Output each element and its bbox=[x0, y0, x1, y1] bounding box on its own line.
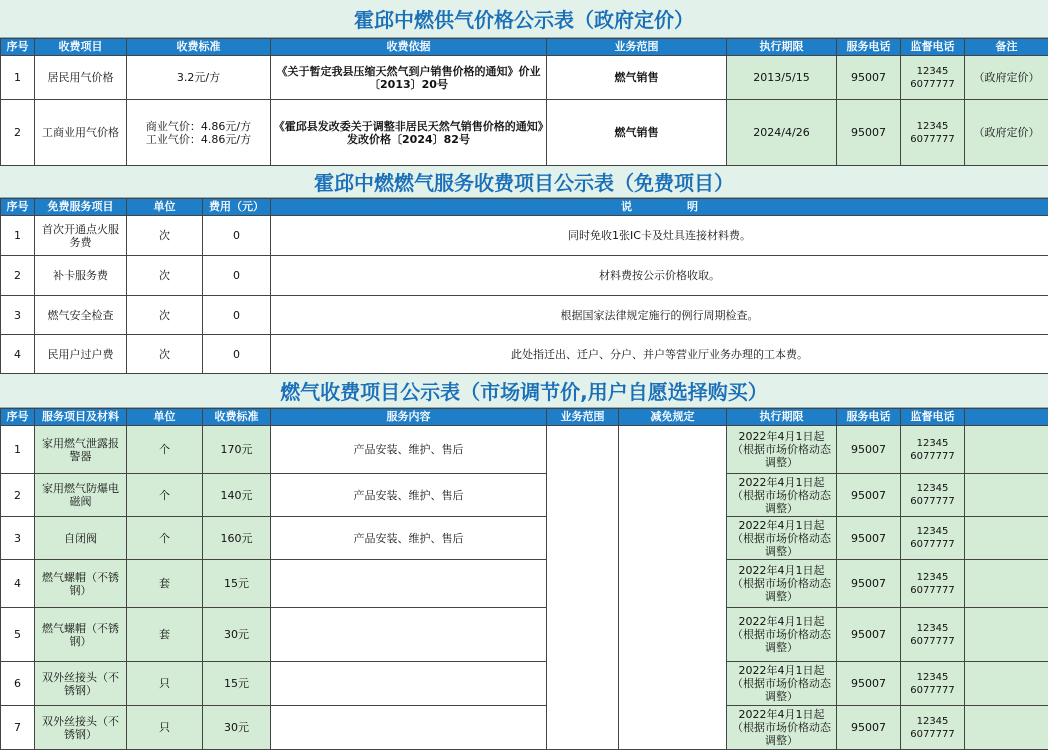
cell-scope[interactable]: 燃气销售 bbox=[547, 100, 727, 166]
cell-no[interactable]: 4 bbox=[1, 335, 35, 374]
cell-no[interactable]: 4 bbox=[1, 560, 35, 608]
column-header[interactable]: 费用（元） bbox=[203, 199, 271, 216]
cell-relief-merged[interactable] bbox=[619, 426, 727, 750]
column-header[interactable]: 执行期限 bbox=[727, 39, 837, 56]
cell-note[interactable]: （政府定价） bbox=[965, 100, 1048, 166]
cell-period[interactable]: 2022年4月1日起（根据市场价格动态调整） bbox=[727, 517, 837, 560]
table2-title: 霍邱中燃燃气服务收费项目公示表（免费项目） bbox=[0, 166, 1048, 198]
tel-line: 12345 bbox=[916, 483, 949, 494]
cell-content[interactable] bbox=[271, 608, 547, 662]
cell-period[interactable]: 2022年4月1日起（根据市场价格动态调整） bbox=[727, 560, 837, 608]
tel-line: 12345 bbox=[916, 120, 949, 132]
table-row bbox=[1, 426, 1048, 474]
cell-empty[interactable] bbox=[965, 517, 1048, 560]
cell-empty[interactable] bbox=[965, 474, 1048, 517]
cell-item[interactable]: 家用燃气防爆电磁阀 bbox=[35, 474, 127, 517]
cell-standard[interactable] bbox=[127, 56, 271, 100]
tel-line: 12345 bbox=[916, 622, 949, 634]
cell-supervise-tel[interactable] bbox=[901, 56, 965, 100]
cell-basis[interactable]: 《霍邱县发改委关于调整非居民天然气销售价格的通知》发改价格〔2024〕82号 bbox=[271, 100, 547, 166]
cell-service-tel[interactable]: 95007 bbox=[837, 100, 901, 166]
cell-content[interactable] bbox=[271, 560, 547, 608]
tel-line: 12345 bbox=[916, 437, 949, 449]
cell-no[interactable]: 7 bbox=[1, 706, 35, 750]
cell-desc[interactable]: 同时免收1张IC卡及灶具连接材料费。 bbox=[271, 216, 1048, 256]
cell-no[interactable]: 3 bbox=[1, 517, 35, 560]
cell-empty[interactable] bbox=[965, 662, 1048, 706]
cell-price[interactable]: 15元 bbox=[203, 662, 271, 706]
cell-content[interactable] bbox=[271, 706, 547, 750]
column-header[interactable]: 服务电话 bbox=[837, 409, 901, 426]
cell-item[interactable]: 补卡服务费 bbox=[35, 256, 127, 296]
cell-period[interactable]: 2022年4月1日起（根据市场价格动态调整） bbox=[727, 426, 837, 474]
cell-content[interactable]: 产品安装、维护、售后 bbox=[271, 517, 547, 560]
tel-line: 12345 bbox=[916, 526, 949, 537]
cell-service-tel[interactable]: 95007 bbox=[837, 474, 901, 517]
cell-price[interactable]: 30元 bbox=[203, 706, 271, 750]
table-row bbox=[1, 517, 1048, 560]
table-row bbox=[1, 608, 1048, 662]
standard-line: 商业气价：4.86元/方 bbox=[145, 119, 252, 133]
cell-no[interactable]: 6 bbox=[1, 662, 35, 706]
cell-supervise-tel[interactable] bbox=[901, 608, 965, 662]
cell-service-tel[interactable]: 95007 bbox=[837, 426, 901, 474]
cell-service-tel[interactable]: 95007 bbox=[837, 706, 901, 750]
cell-price[interactable]: 140元 bbox=[203, 474, 271, 517]
cell-item[interactable]: 首次开通点火服务费 bbox=[35, 216, 127, 256]
column-header[interactable]: 服务内容 bbox=[271, 409, 547, 426]
column-header[interactable]: 序号 bbox=[1, 39, 35, 56]
gov-price-table bbox=[0, 38, 1048, 166]
cell-service-tel[interactable]: 95007 bbox=[837, 56, 901, 100]
cell-price[interactable]: 30元 bbox=[203, 608, 271, 662]
tel-line: 6077777 bbox=[910, 635, 955, 647]
column-header[interactable]: 收费项目 bbox=[35, 39, 127, 56]
cell-fee[interactable]: 0 bbox=[203, 296, 271, 335]
cell-item[interactable]: 自闭阀 bbox=[35, 517, 127, 560]
cell-supervise-tel[interactable] bbox=[901, 662, 965, 706]
cell-empty[interactable] bbox=[965, 608, 1048, 662]
table-row bbox=[1, 100, 1048, 166]
market-price-table bbox=[0, 408, 1048, 750]
cell-supervise-tel[interactable] bbox=[901, 560, 965, 608]
tel-line: 6077777 bbox=[910, 133, 955, 145]
column-header[interactable]: 监督电话 bbox=[901, 409, 965, 426]
cell-content[interactable] bbox=[271, 662, 547, 706]
column-header[interactable]: 监督电话 bbox=[901, 39, 965, 56]
column-header[interactable]: 单位 bbox=[127, 199, 203, 216]
cell-supervise-tel[interactable] bbox=[901, 517, 965, 560]
cell-scope-merged[interactable] bbox=[547, 426, 619, 750]
cell-unit[interactable]: 次 bbox=[127, 296, 203, 335]
cell-item[interactable]: 双外丝接头（不锈钢） bbox=[35, 706, 127, 750]
cell-price[interactable]: 160元 bbox=[203, 517, 271, 560]
standard-line: 3.2元/方 bbox=[176, 71, 221, 84]
table1-header-row bbox=[1, 39, 1048, 56]
cell-unit[interactable]: 套 bbox=[127, 608, 203, 662]
cell-price[interactable]: 170元 bbox=[203, 426, 271, 474]
cell-supervise-tel[interactable] bbox=[901, 474, 965, 517]
free-items-table bbox=[0, 198, 1048, 374]
cell-supervise-tel[interactable] bbox=[901, 706, 965, 750]
tel-line: 12345 bbox=[916, 671, 949, 683]
column-header[interactable]: 序号 bbox=[1, 409, 35, 426]
cell-scope[interactable]: 燃气销售 bbox=[547, 56, 727, 100]
tel-line: 6077777 bbox=[910, 684, 955, 696]
column-header[interactable]: 免费服务项目 bbox=[35, 199, 127, 216]
column-header[interactable]: 执行期限 bbox=[727, 409, 837, 426]
column-header[interactable]: 服务项目及材料 bbox=[35, 409, 127, 426]
table-row bbox=[1, 474, 1048, 517]
table-row bbox=[1, 706, 1048, 750]
cell-unit[interactable]: 个 bbox=[127, 426, 203, 474]
column-header[interactable]: 业务范围 bbox=[547, 39, 727, 56]
cell-period[interactable]: 2022年4月1日起（根据市场价格动态调整） bbox=[727, 608, 837, 662]
table-row bbox=[1, 256, 1048, 296]
cell-service-tel[interactable]: 95007 bbox=[837, 662, 901, 706]
cell-no[interactable]: 2 bbox=[1, 474, 35, 517]
tel-line: 6077777 bbox=[910, 450, 955, 462]
cell-item[interactable]: 燃气安全检查 bbox=[35, 296, 127, 335]
cell-no[interactable]: 3 bbox=[1, 296, 35, 335]
column-header[interactable]: 收费标准 bbox=[203, 409, 271, 426]
cell-unit[interactable]: 次 bbox=[127, 216, 203, 256]
cell-period[interactable]: 2013/5/15 bbox=[727, 56, 837, 100]
column-header[interactable]: 备注 bbox=[965, 39, 1048, 56]
cell-no[interactable]: 2 bbox=[1, 100, 35, 166]
cell-period[interactable]: 2022年4月1日起（根据市场价格动态调整） bbox=[727, 706, 837, 750]
cell-service-tel[interactable]: 95007 bbox=[837, 560, 901, 608]
cell-item[interactable]: 居民用气价格 bbox=[35, 56, 127, 100]
table1-title: 霍邱中燃供气价格公示表（政府定价） bbox=[0, 0, 1048, 38]
tel-line: 12345 bbox=[916, 715, 949, 727]
cell-item[interactable]: 燃气螺帽（不锈钢） bbox=[35, 608, 127, 662]
cell-item[interactable]: 燃气螺帽（不锈钢） bbox=[35, 560, 127, 608]
table-row bbox=[1, 662, 1048, 706]
tel-line: 6077777 bbox=[910, 584, 955, 596]
cell-standard[interactable] bbox=[127, 100, 271, 166]
cell-item[interactable]: 工商业用气价格 bbox=[35, 100, 127, 166]
tel-line: 6077777 bbox=[910, 728, 955, 740]
cell-unit[interactable]: 次 bbox=[127, 335, 203, 374]
table-row bbox=[1, 296, 1048, 335]
column-header[interactable]: 序号 bbox=[1, 199, 35, 216]
cell-supervise-tel[interactable] bbox=[901, 426, 965, 474]
column-header[interactable]: 业务范围 bbox=[547, 409, 619, 426]
cell-unit[interactable]: 次 bbox=[127, 256, 203, 296]
cell-desc[interactable]: 此处指迁出、迁户、分户、并户等营业厅业务办理的工本费。 bbox=[271, 335, 1048, 374]
cell-no[interactable]: 1 bbox=[1, 216, 35, 256]
cell-period[interactable]: 2022年4月1日起（根据市场价格动态调整） bbox=[727, 662, 837, 706]
tel-line: 12345 bbox=[916, 571, 949, 583]
cell-unit[interactable]: 个 bbox=[127, 474, 203, 517]
cell-item[interactable]: 家用燃气泄露报警器 bbox=[35, 426, 127, 474]
cell-unit[interactable]: 只 bbox=[127, 706, 203, 750]
cell-no[interactable]: 2 bbox=[1, 256, 35, 296]
cell-empty[interactable] bbox=[965, 426, 1048, 474]
cell-price[interactable]: 15元 bbox=[203, 560, 271, 608]
column-header[interactable]: 减免规定 bbox=[619, 409, 727, 426]
cell-period[interactable]: 2022年4月1日起（根据市场价格动态调整） bbox=[727, 474, 837, 517]
cell-content[interactable]: 产品安装、维护、售后 bbox=[271, 474, 547, 517]
table-row bbox=[1, 216, 1048, 256]
column-header[interactable]: 单位 bbox=[127, 409, 203, 426]
cell-supervise-tel[interactable] bbox=[901, 100, 965, 166]
column-header[interactable]: 服务电话 bbox=[837, 39, 901, 56]
table3-header-row bbox=[1, 409, 1048, 426]
cell-no[interactable]: 1 bbox=[1, 426, 35, 474]
cell-item[interactable]: 民用户过户费 bbox=[35, 335, 127, 374]
cell-period[interactable]: 2024/4/26 bbox=[727, 100, 837, 166]
table3-title: 燃气收费项目公示表（市场调节价,用户自愿选择购买） bbox=[0, 374, 1048, 408]
table2-header-row bbox=[1, 199, 1048, 216]
cell-no[interactable]: 1 bbox=[1, 56, 35, 100]
cell-empty[interactable] bbox=[965, 706, 1048, 750]
cell-desc[interactable]: 根据国家法律规定施行的例行周期检查。 bbox=[271, 296, 1048, 335]
column-header[interactable]: 说 明 bbox=[271, 199, 1048, 216]
tel-line: 6077777 bbox=[910, 539, 955, 550]
standard-line: 工业气价：4.86元/方 bbox=[145, 132, 252, 146]
cell-content[interactable]: 产品安装、维护、售后 bbox=[271, 426, 547, 474]
cell-no[interactable]: 5 bbox=[1, 608, 35, 662]
table-row bbox=[1, 56, 1048, 100]
cell-unit[interactable]: 个 bbox=[127, 517, 203, 560]
cell-service-tel[interactable]: 95007 bbox=[837, 608, 901, 662]
cell-unit[interactable]: 套 bbox=[127, 560, 203, 608]
table-row bbox=[1, 560, 1048, 608]
cell-basis[interactable]: 《关于暂定我县压缩天然气到户销售价格的通知》价业〔2013〕20号 bbox=[271, 56, 547, 100]
column-header[interactable]: 收费依据 bbox=[271, 39, 547, 56]
cell-item[interactable]: 双外丝接头（不锈钢） bbox=[35, 662, 127, 706]
cell-unit[interactable]: 只 bbox=[127, 662, 203, 706]
cell-empty[interactable] bbox=[965, 560, 1048, 608]
cell-desc[interactable]: 材料费按公示价格收取。 bbox=[271, 256, 1048, 296]
cell-note[interactable]: （政府定价） bbox=[965, 56, 1048, 100]
tel-line: 6077777 bbox=[910, 78, 955, 90]
column-header[interactable]: 收费标准 bbox=[127, 39, 271, 56]
tel-line: 12345 bbox=[916, 65, 949, 77]
column-header-empty[interactable] bbox=[965, 409, 1048, 426]
cell-service-tel[interactable]: 95007 bbox=[837, 517, 901, 560]
tel-line: 6077777 bbox=[910, 496, 955, 507]
cell-fee[interactable]: 0 bbox=[203, 335, 271, 374]
table-row bbox=[1, 335, 1048, 374]
cell-fee[interactable]: 0 bbox=[203, 256, 271, 296]
cell-fee[interactable]: 0 bbox=[203, 216, 271, 256]
